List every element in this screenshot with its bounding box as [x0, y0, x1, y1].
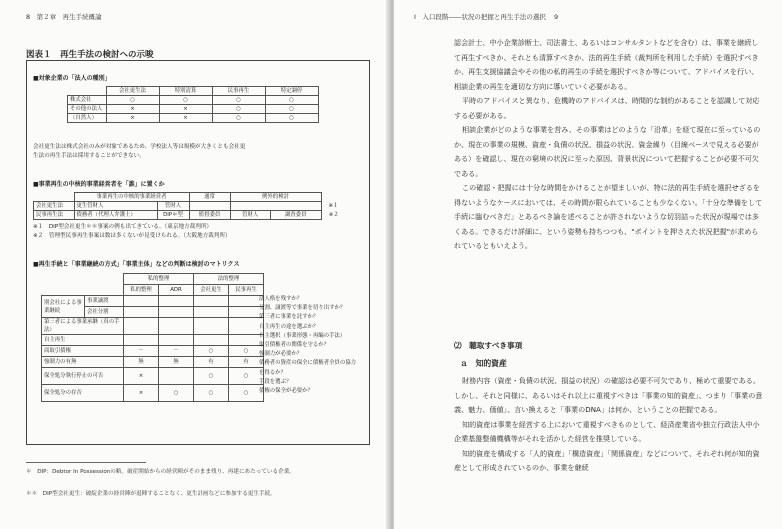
side-question: 第三者に事業を託すか？ — [259, 314, 319, 321]
row-group: 商取引債権 — [42, 346, 124, 357]
table-header — [68, 87, 107, 96]
table-row — [42, 385, 264, 402]
paragraph: 相談企業がどのような事業を営み、その事業はどのような「沿革」を経て現在に至っているのか、現在の事業の規模、資産・負債の状況、損益の状況、資金繰り（目線ベースで見える必要がある）を確認し、現在の窮境の状況に至った原因、背景状況について把握することが必要不可欠である。 — [454, 125, 761, 178]
table-cell — [124, 318, 159, 335]
table-cell: ○ — [159, 96, 212, 105]
table-cell: ○ — [229, 385, 264, 402]
subsection-heading: ａ 知的資産 — [460, 359, 507, 368]
table-cell: ○ — [229, 368, 264, 385]
table-cell: － — [159, 346, 194, 357]
table-header: 会社更生法 — [106, 87, 159, 96]
table-row — [42, 346, 264, 357]
table-cell: ○ — [265, 96, 318, 105]
figure-box — [26, 60, 370, 445]
table-cell — [194, 296, 229, 307]
table-cell: × — [159, 114, 212, 123]
table-row — [68, 96, 319, 105]
table-header: 事業再生の中核的事業経営者 — [74, 193, 189, 202]
table-cell: × — [124, 385, 159, 402]
table-cell: ○ — [265, 105, 318, 114]
table-cell: 有 — [194, 357, 229, 368]
paragraph: 財務内容（資産・負債の状況、損益の状況）の確認は必要不可欠であり、極めて重要である。しかし、それと同様に、あるいはそれ以上に重視すべきは「事業の知的資産」、つまり「事業の意義、魅力、価値」、言い換えると「事業のDNA」は何か、ということの把握である。 — [454, 376, 763, 414]
table-cell — [159, 318, 194, 335]
section3-title: ■再生手続と「事業継続の方式」「事業主体」などの判断は検討のマトリクス — [33, 261, 240, 268]
footnote: ＊＊ DIP型会社更生：破綻企業の経営陣が退陣することなく、更生計画などに参加する更生手続。 — [26, 491, 276, 497]
table-cell — [189, 202, 230, 211]
table-header — [42, 274, 124, 285]
table-cell — [194, 307, 229, 318]
section2-title: ■事業再生の中核的事業経営者を「誰」に置くか — [33, 181, 165, 188]
table-cell: 債務者（代理人弁護士） — [74, 211, 157, 220]
row-group: 第三者による事業承継（真の手法） — [42, 318, 124, 335]
table-header: 民事再生 — [229, 285, 264, 296]
side-question: 債権の保全が必要か？ — [259, 388, 313, 395]
left-page — [0, 0, 390, 529]
table-header: 例外的検討 — [230, 193, 321, 202]
table-cell: ○ — [265, 114, 318, 123]
table-cell: 更生管財人 — [74, 202, 157, 211]
table-header: 法的整理 — [194, 274, 264, 285]
table-cell: ○ — [212, 114, 265, 123]
table-cell — [124, 335, 159, 346]
table-cell: ○ — [212, 105, 265, 114]
row-group: 保全処分の存否 — [42, 385, 124, 402]
table-cell: DIP＊型 — [157, 211, 189, 220]
table-header — [321, 193, 346, 202]
table-cell: 監督委員 — [189, 211, 230, 220]
row-label: 会社分割 — [85, 307, 124, 318]
section1-note-line: 生法の再生手法は採用することができない。 — [33, 153, 145, 159]
table-header: 私的整理 — [124, 285, 159, 296]
table-cell: ○ — [194, 368, 229, 385]
table-mark: ※２ — [328, 212, 339, 218]
side-question: 手段を選ぶ？ — [259, 378, 292, 385]
table-cell — [159, 296, 194, 307]
row-label: 民事再生法 — [34, 211, 75, 220]
running-head-right — [414, 12, 558, 21]
table-cell — [159, 307, 194, 318]
table-header: 特定調停 — [265, 87, 318, 96]
matrix-side-questions — [259, 295, 359, 396]
side-question: 強制力が必要か？ — [259, 351, 303, 358]
row-label: 事業譲渡 — [85, 296, 124, 307]
table-mark: ※１ — [328, 203, 339, 209]
table-header: 私的整理 — [124, 274, 194, 285]
table-cell: 無 — [159, 357, 194, 368]
table-header — [42, 285, 124, 296]
table-cell — [194, 335, 229, 346]
table-cell — [194, 318, 229, 335]
table-cell: 管財人 — [157, 202, 189, 211]
table-cell: ○ — [194, 346, 229, 357]
paragraph: この確認・把握には十分な時間をかけることが望ましいが、特に法的再生手続を選択せざるを得ないようなケースにおいては、その時間が限られていることも少なくない。「十分な準備をして手続に臨むべきだ」とあるべき論を述べることが許されないような切羽詰った状況が現場では多くある。できるだけ詳細に、という姿勢も持ちつつも、"ポイントを押さえた状況把握"が求められているともいえよう。 — [454, 183, 763, 250]
row-label: （自然人） — [68, 114, 107, 123]
right-page — [394, 0, 782, 529]
table-cell: ○ — [159, 385, 194, 402]
row-group: 別会社による事業継続 — [42, 296, 85, 318]
running-head-text: Ⅰ 入口段階――状況の把握と再生手法の選択 — [414, 13, 546, 21]
entity-type-table — [67, 86, 319, 123]
table-cell: × — [106, 105, 159, 114]
footnote: ＊ DIP：Debtor In Possessionの略。破産開始からの経営陣がそのまま残り、再建にあたっている企業。 — [26, 469, 295, 475]
table-row — [68, 105, 319, 114]
section-heading: ⑵ 聴取すべき事項 — [454, 341, 523, 350]
table-cell: × — [106, 114, 159, 123]
side-question: 法人格を残すか？ — [259, 296, 303, 302]
table-cell: 管財人 — [230, 211, 270, 220]
table-cell: ○ — [106, 96, 159, 105]
footnote-rule — [26, 462, 146, 463]
row-group: 強制力の有無 — [42, 357, 124, 368]
paragraph: 知的資産は事業を経営する上において重視すべきものとして、経済産業省や独立行政法人中小企業基盤整備機構等がそれを活かした経営を推奨している。 — [454, 419, 760, 443]
running-head-left: 8 第２章 再生手続概論 — [26, 13, 102, 21]
side-question: 自主再生の途を選ぶか？ — [259, 323, 319, 330]
table-cell: 有 — [229, 357, 264, 368]
section1-note-line: 会社更生法は株式会社のみが対象であるため、学校法人等は規模が大きくとも会社更 — [33, 144, 246, 150]
row-group: 保全処分執行停止の可否 — [42, 368, 124, 385]
manager-table — [33, 192, 347, 220]
table-row — [42, 296, 264, 307]
table-row — [42, 318, 264, 335]
side-question: 取引債権者の関係を守るか？ — [259, 342, 330, 349]
table-cell: × — [124, 368, 159, 385]
table-cell: ○ — [212, 96, 265, 105]
table-header: 民事再生 — [212, 87, 265, 96]
paragraph: 認会計士、中小企業診断士、司法書士、あるいはコンサルタントなどを含む）は、事業を継続して再生すべきか、それとも清算すべきか、法的再生手続（裁判所を利用した手続）を選択すべきか、再生支援協議会やその他の私的再生の手続を選択すべきか等について、アドバイスを行い、相談企業の再生を適切な方向に導いていく必要がある。 — [454, 38, 759, 91]
table-row — [42, 335, 264, 346]
table-cell — [159, 335, 194, 346]
table-cell — [159, 368, 194, 385]
table-cell: ○ — [194, 385, 229, 402]
page-number: 9 — [554, 13, 559, 21]
table-cell: × — [159, 105, 212, 114]
table-cell — [124, 296, 159, 307]
row-label: 会社更生法 — [34, 202, 75, 211]
table-cell — [124, 307, 159, 318]
table-header — [34, 193, 75, 202]
table-cell: － — [124, 346, 159, 357]
matrix-table — [41, 273, 264, 402]
table-header: 通常 — [189, 193, 230, 202]
side-question: 債務者の資産の保全に債権者全員の協力を得るか？ — [259, 360, 357, 376]
table-cell: 無 — [124, 357, 159, 368]
paragraph: 知的資産を構成する「人的資産」「構造資産」「関係資産」などについて、それぞれ何が知的資産として形成されているのか、事業を継続 — [454, 448, 760, 472]
table-cell — [230, 202, 321, 211]
body-text — [454, 36, 764, 254]
table-cell: ○ — [229, 346, 264, 357]
table-cell: 調査委員 — [270, 211, 321, 220]
row-label: その他の法人 — [68, 105, 107, 114]
section2-note: ※２ 管理型民事再生事案は数は多くないが見受けられる。（大阪地方裁判所） — [33, 233, 231, 239]
table-row — [68, 114, 319, 123]
table-header: 会社更生 — [194, 285, 229, 296]
paragraph: 平時のアドバイスと異なり、危機時のアドバイスは、時間的な制約があることを認識して対応する必要がある。 — [454, 96, 760, 120]
row-label: 株式会社 — [68, 96, 107, 105]
table-row — [42, 368, 264, 385]
side-question: 自主選択（事業形態・再編の手法） — [259, 332, 346, 339]
table-row — [34, 211, 347, 220]
table-row — [34, 202, 347, 211]
table-row — [42, 357, 264, 368]
side-question: 分割、譲渡等で事業を切り出すか？ — [259, 305, 346, 312]
section1-title: ■対象企業の「法人の種別」 — [33, 75, 111, 82]
table-header: ADR — [159, 285, 194, 296]
body-text-2 — [454, 374, 764, 476]
figure-title: 図表１ 再生手法の検討への示唆 — [26, 50, 154, 60]
section2-note: ※１ DIP型会社更生＊＊事案の例も出てきている。（東京地方裁判所） — [33, 224, 213, 230]
table-header: 特別清算 — [159, 87, 212, 96]
row-group: 自主再生 — [42, 335, 124, 346]
